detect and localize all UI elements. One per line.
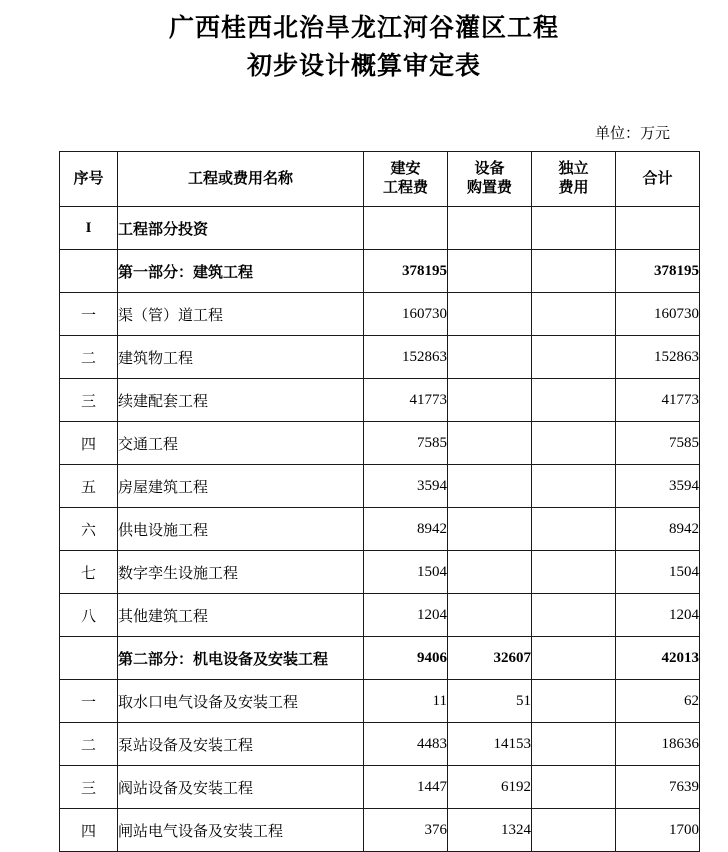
cell-item-name: 泵站设备及安装工程	[118, 723, 364, 766]
cell-item-name: 阀站设备及安装工程	[118, 766, 364, 809]
cell-total: 3594	[616, 465, 700, 508]
table-row	[60, 551, 700, 594]
cell-independent-fee	[532, 637, 616, 680]
unit-note: 单位：万元	[594, 126, 670, 142]
cell-seq: 五	[60, 465, 118, 508]
cell-equipment-purchase-fee: 51	[448, 680, 532, 723]
cell-equipment-purchase-fee	[448, 465, 532, 508]
cell-construction-install-fee: 3594	[364, 465, 448, 508]
table-row	[60, 809, 700, 852]
cell-item-name: 工程部分投资	[118, 207, 364, 250]
cell-total: 7585	[616, 422, 700, 465]
cell-total: 1204	[616, 594, 700, 637]
cell-total: 7639	[616, 766, 700, 809]
table-row	[60, 336, 700, 379]
cell-equipment-purchase-fee	[448, 551, 532, 594]
column-header-equipment-purchase-fee-line1: 设备	[474, 161, 505, 177]
cell-construction-install-fee: 1447	[364, 766, 448, 809]
column-header-total: 合计	[616, 152, 700, 207]
cell-construction-install-fee: 8942	[364, 508, 448, 551]
cell-total: 62	[616, 680, 700, 723]
column-header-construction-install-fee	[364, 152, 448, 207]
table-row	[60, 680, 700, 723]
cell-independent-fee	[532, 766, 616, 809]
column-header-construction-install-fee-line2: 工程费	[382, 180, 428, 196]
cell-total	[616, 207, 700, 250]
cell-equipment-purchase-fee: 32607	[448, 637, 532, 680]
table-body	[60, 207, 700, 852]
cell-seq: 四	[60, 809, 118, 852]
cell-item-name: 闸站电气设备及安装工程	[118, 809, 364, 852]
cell-construction-install-fee: 4483	[364, 723, 448, 766]
table-row	[60, 766, 700, 809]
page-title-line-2: 初步设计概算审定表	[246, 53, 481, 80]
cell-seq: 三	[60, 379, 118, 422]
table-row	[60, 637, 700, 680]
table-row	[60, 207, 700, 250]
table-row	[60, 422, 700, 465]
cell-seq: 一	[60, 680, 118, 723]
cell-independent-fee	[532, 723, 616, 766]
cell-seq: 八	[60, 594, 118, 637]
cell-total: 1700	[616, 809, 700, 852]
column-header-independent-fee-line1: 独立	[558, 161, 589, 177]
cell-equipment-purchase-fee	[448, 293, 532, 336]
cell-construction-install-fee: 11	[364, 680, 448, 723]
cell-construction-install-fee: 7585	[364, 422, 448, 465]
cell-seq: 二	[60, 723, 118, 766]
cell-seq: 四	[60, 422, 118, 465]
cell-item-name: 其他建筑工程	[118, 594, 364, 637]
cell-item-name: 交通工程	[118, 422, 364, 465]
table-row	[60, 465, 700, 508]
cell-seq	[60, 250, 118, 293]
cell-independent-fee	[532, 551, 616, 594]
table-row	[60, 508, 700, 551]
cell-seq: 二	[60, 336, 118, 379]
column-header-seq: 序号	[60, 152, 118, 207]
cell-equipment-purchase-fee: 6192	[448, 766, 532, 809]
table-row	[60, 379, 700, 422]
cell-equipment-purchase-fee: 14153	[448, 723, 532, 766]
cell-item-name: 渠（管）道工程	[118, 293, 364, 336]
cell-seq: 七	[60, 551, 118, 594]
cell-equipment-purchase-fee	[448, 336, 532, 379]
table-header-row	[60, 152, 700, 207]
cell-total: 378195	[616, 250, 700, 293]
cell-independent-fee	[532, 336, 616, 379]
cell-seq: I	[60, 207, 118, 250]
cell-independent-fee	[532, 293, 616, 336]
cell-seq: 一	[60, 293, 118, 336]
cell-seq: 六	[60, 508, 118, 551]
cell-total: 41773	[616, 379, 700, 422]
cell-item-name: 取水口电气设备及安装工程	[118, 680, 364, 723]
cell-equipment-purchase-fee: 1324	[448, 809, 532, 852]
cell-independent-fee	[532, 207, 616, 250]
cell-independent-fee	[532, 508, 616, 551]
cell-seq: 三	[60, 766, 118, 809]
cell-total: 152863	[616, 336, 700, 379]
column-header-independent-fee	[532, 152, 616, 207]
cell-construction-install-fee: 378195	[364, 250, 448, 293]
cell-construction-install-fee: 41773	[364, 379, 448, 422]
cell-total: 8942	[616, 508, 700, 551]
cell-item-name: 数字孪生设施工程	[118, 551, 364, 594]
column-header-equipment-purchase-fee	[448, 152, 532, 207]
cell-total: 18636	[616, 723, 700, 766]
cell-equipment-purchase-fee	[448, 207, 532, 250]
cell-independent-fee	[532, 594, 616, 637]
cell-item-name: 建筑物工程	[118, 336, 364, 379]
document-title-block	[0, 0, 728, 86]
column-header-independent-fee-line2: 费用	[558, 180, 589, 196]
cell-item-name: 供电设施工程	[118, 508, 364, 551]
cell-equipment-purchase-fee	[448, 422, 532, 465]
cell-equipment-purchase-fee	[448, 379, 532, 422]
cell-construction-install-fee: 1504	[364, 551, 448, 594]
table-row	[60, 723, 700, 766]
cell-independent-fee	[532, 422, 616, 465]
table-header	[60, 152, 700, 207]
cell-independent-fee	[532, 379, 616, 422]
cell-total: 42013	[616, 637, 700, 680]
cell-construction-install-fee: 1204	[364, 594, 448, 637]
budget-table-wrapper	[59, 151, 699, 852]
page-title-line-1: 广西桂西北治旱龙江河谷灌区工程	[168, 15, 559, 42]
cell-total: 160730	[616, 293, 700, 336]
cell-construction-install-fee	[364, 207, 448, 250]
cell-item-name: 第二部分：机电设备及安装工程	[118, 637, 364, 680]
cell-independent-fee	[532, 465, 616, 508]
cell-equipment-purchase-fee	[448, 508, 532, 551]
cell-total: 1504	[616, 551, 700, 594]
table-row	[60, 250, 700, 293]
cell-seq	[60, 637, 118, 680]
table-row	[60, 293, 700, 336]
cell-independent-fee	[532, 809, 616, 852]
cell-construction-install-fee: 9406	[364, 637, 448, 680]
cell-item-name: 续建配套工程	[118, 379, 364, 422]
column-header-construction-install-fee-line1: 建安	[390, 161, 421, 177]
cell-equipment-purchase-fee	[448, 594, 532, 637]
cell-independent-fee	[532, 680, 616, 723]
cell-equipment-purchase-fee	[448, 250, 532, 293]
cell-construction-install-fee: 376	[364, 809, 448, 852]
cell-item-name: 房屋建筑工程	[118, 465, 364, 508]
column-header-equipment-purchase-fee-line2: 购置费	[466, 180, 512, 196]
cell-construction-install-fee: 152863	[364, 336, 448, 379]
table-row	[60, 594, 700, 637]
column-header-name: 工程或费用名称	[118, 152, 364, 207]
cell-independent-fee	[532, 250, 616, 293]
cell-construction-install-fee: 160730	[364, 293, 448, 336]
cell-item-name: 第一部分：建筑工程	[118, 250, 364, 293]
budget-table	[59, 151, 700, 852]
